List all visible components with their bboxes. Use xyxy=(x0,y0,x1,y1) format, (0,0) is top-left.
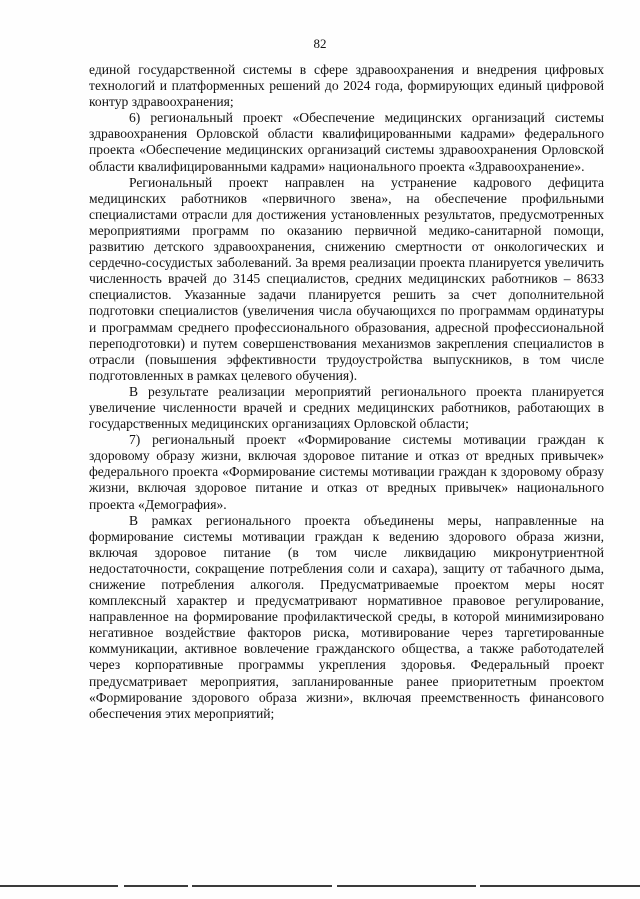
rule-gap xyxy=(118,884,124,888)
paragraph-continuation: единой государственной системы в сфере здравоохранения и внедрения цифровых технологий и платформенных решений до 2024 года, формирующих единый цифровой контур здравоохранения; xyxy=(89,62,604,110)
page-number: 82 xyxy=(313,36,327,51)
rule-gap xyxy=(332,884,337,888)
document-body xyxy=(89,62,604,722)
paragraph-project-6-result: В результате реализации мероприятий регионального проекта планируется увеличение численности врачей и средних медицинских работников, работающих в государственных медицинских организациях Орловской области; xyxy=(89,383,604,432)
paragraph-project-7-description: В рамках регионального проекта объединены меры, направленные на формирование системы мотивации граждан к ведению здорового образа жизни, включая здоровое питание (в том числе ликвидацию микронутриентной недостаточности, сокращение потребления соли и сахара), защиту от табачного дыма, снижение потребления алкоголя. Предусматриваемые проектом меры носят комплексный характер и предусматривают нормативное правовое регулирование, направленное на формирование профилактической среды, в которой минимизировано негативное воздействие факторов риска, мотивирование через таргетированные коммуникации, активное вовлечение гражданского общества, а также работодателей через корпоративные программы укрепления здоровья. Федеральный проект предусматривает мероприятия, запланированные ранее приоритетным проектом «Формирование здорового образа жизни», включая преемственность финансового обеспечения этих мероприятий; xyxy=(89,512,604,721)
paragraph-project-6-description: Региональный проект направлен на устранение кадрового дефицита медицинских работников «первичного звена», на обеспечение профильными специалистами отрасли для достижения установленных результатов, предусмотренных мероприятиями программ по оказанию первичной медико-санитарной помощи, развитию детского здравоохранения, снижению смертности от онкологических и сердечно-сосудистых заболеваний. За время реализации проекта планируется увеличить численность врачей до 3145 специалистов, средних медицинских работников – 8633 специалистов. Указанные задачи планируется решить за счет дополнительной подготовки специалистов (увеличения числа обучающихся по программам ординатуры и программам среднего профессионального образования, адресной профессиональной переподготовки) и путем совершенствования механизмов закрепления специалистов в отрасли (повышения эффективности трудоустройства выпускников, в том числе подготовленных в рамках целевого обучения). xyxy=(89,174,604,383)
page-bottom-rule xyxy=(0,885,640,887)
rule-gap xyxy=(476,884,480,888)
rule-gap xyxy=(188,884,192,888)
paragraph-project-7: 7) региональный проект «Формирование системы мотивации граждан к здоровому образу жизни, включая здоровое питание и отказ от вредных привычек» федерального проекта «Формирование системы мотивации граждан к здоровому образу жизни, включая здоровое питание и отказ от вредных привычек» национального проекта «Демография». xyxy=(89,432,604,512)
paragraph-project-6: 6) региональный проект «Обеспечение медицинских организаций системы здравоохранения Орловской области квалифицированными кадрами» федерального проекта «Обеспечение медицинских организаций системы здравоохранения Орловской области квалифицированными кадрами» национального проекта «Здравоохранение». xyxy=(89,110,604,174)
